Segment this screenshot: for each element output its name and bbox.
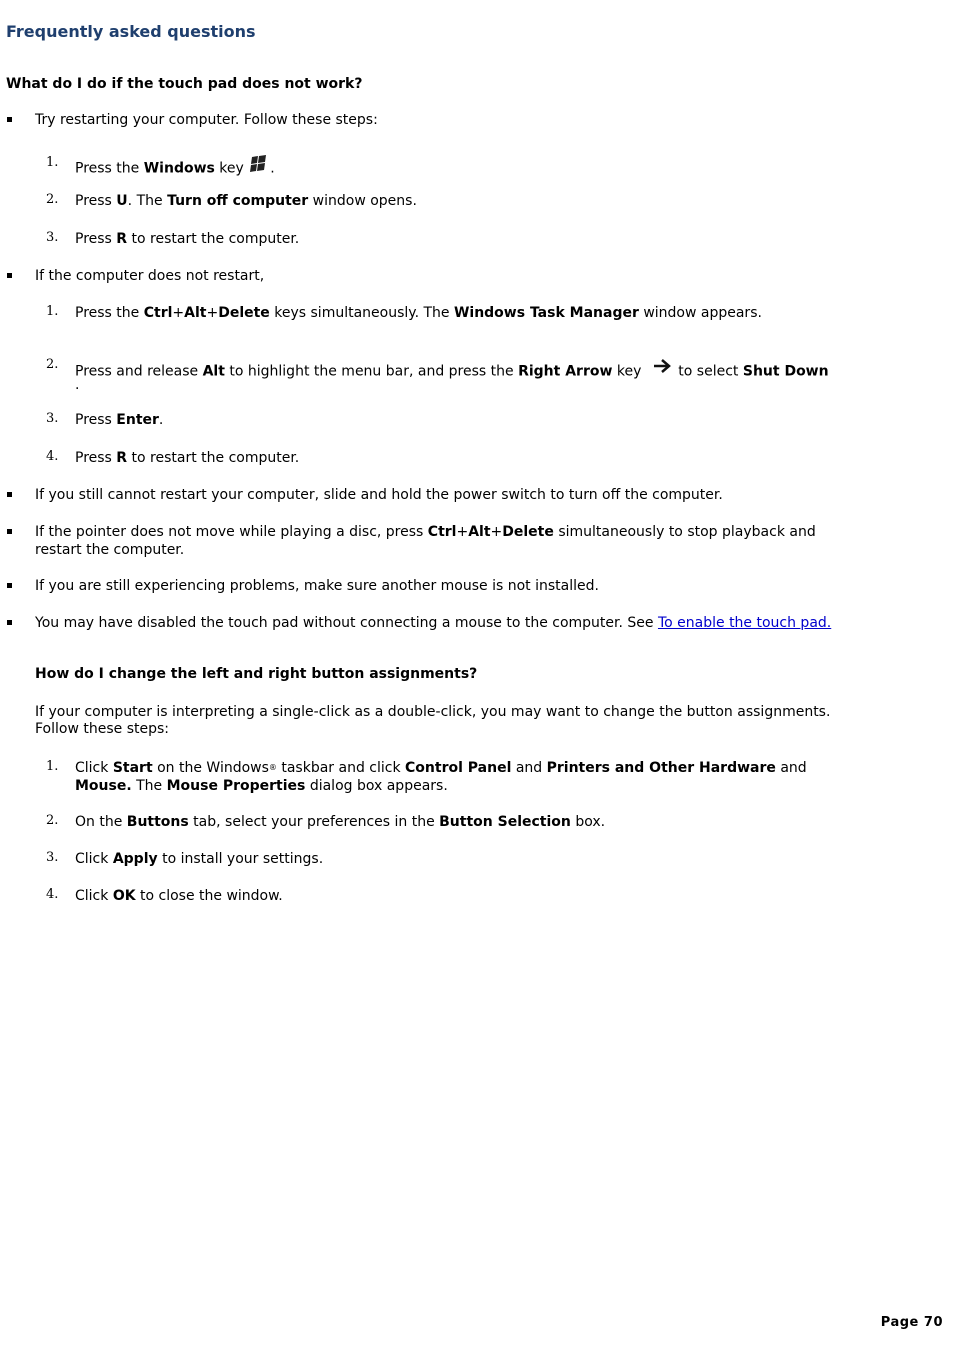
intro-text-cont: Follow these steps: bbox=[35, 721, 169, 737]
question-button-assignments: How do I change the left and right button assignments? bbox=[35, 666, 478, 682]
bullet-disabled-touchpad: You may have disabled the touch pad without connecting a mouse to the computer. See To enable the touch pad. bbox=[35, 615, 832, 631]
step-number: 1. bbox=[46, 759, 59, 774]
step-number: 3. bbox=[46, 411, 59, 426]
page-title: Frequently asked questions bbox=[6, 22, 256, 41]
step-click-ok: Click OK to close the window. bbox=[75, 888, 283, 904]
step-number: 3. bbox=[46, 850, 59, 865]
step-click-start-cont: Mouse. The Mouse Properties dialog box appears. bbox=[75, 778, 448, 794]
bullet-pointer-disc: If the pointer does not move while playing a disc, press Ctrl+Alt+Delete simultaneously to stop playback and bbox=[35, 524, 816, 540]
bullet-not-restart: If the computer does not restart, bbox=[35, 268, 265, 284]
bullet-marker bbox=[7, 117, 12, 122]
step-press-r: Press R to restart the computer. bbox=[75, 231, 300, 247]
bullet-marker bbox=[7, 583, 12, 588]
bullet-marker bbox=[7, 529, 12, 534]
step-click-apply: Click Apply to install your settings. bbox=[75, 851, 324, 867]
step-number: 4. bbox=[46, 887, 59, 902]
bullet-another-mouse: If you are still experiencing problems, make sure another mouse is not installed. bbox=[35, 578, 599, 594]
step-number: 2. bbox=[46, 192, 59, 207]
step-press-enter: Press Enter. bbox=[75, 412, 164, 428]
step-click-start: Click Start on the Windows® taskbar and click Control Panel and Printers and Other Hardware and bbox=[75, 760, 807, 776]
step-number: 4. bbox=[46, 449, 59, 464]
step-buttons-tab: On the Buttons tab, select your preferences in the Button Selection box. bbox=[75, 814, 606, 830]
question-touchpad: What do I do if the touch pad does not work? bbox=[6, 76, 363, 92]
enable-touchpad-link[interactable]: To enable the touch pad. bbox=[657, 615, 832, 631]
step-press-windows: Press the Windows key . bbox=[75, 155, 275, 182]
bullet-marker bbox=[7, 273, 12, 278]
step-ctrl-alt-delete: Press the Ctrl+Alt+Delete keys simultaneously. The Windows Task Manager window appears. bbox=[75, 305, 762, 321]
bullet-restart: Try restarting your computer. Follow these steps: bbox=[35, 112, 378, 128]
step-period: . bbox=[75, 377, 80, 393]
bullet-marker bbox=[7, 620, 12, 625]
step-alt-right-arrow: Press and release Alt to highlight the menu bar, and press the Right Arrow key to select Shut Down bbox=[75, 357, 829, 386]
windows-logo-icon bbox=[248, 155, 270, 182]
step-press-u: Press U. The Turn off computer window opens. bbox=[75, 193, 417, 209]
bullet-pointer-disc-cont: restart the computer. bbox=[35, 542, 185, 558]
right-arrow-icon bbox=[652, 357, 674, 386]
bullet-marker bbox=[7, 492, 12, 497]
step-number: 1. bbox=[46, 155, 59, 170]
page-number: Page 70 bbox=[880, 1315, 943, 1330]
bullet-power-switch: If you still cannot restart your computer, slide and hold the power switch to turn off the computer. bbox=[35, 487, 723, 503]
intro-text: If your computer is interpreting a single-click as a double-click, you may want to change the button assignments. bbox=[35, 704, 831, 720]
step-press-r: Press R to restart the computer. bbox=[75, 450, 300, 466]
step-number: 2. bbox=[46, 813, 59, 828]
step-number: 1. bbox=[46, 304, 59, 319]
step-number: 3. bbox=[46, 230, 59, 245]
step-number: 2. bbox=[46, 357, 59, 372]
